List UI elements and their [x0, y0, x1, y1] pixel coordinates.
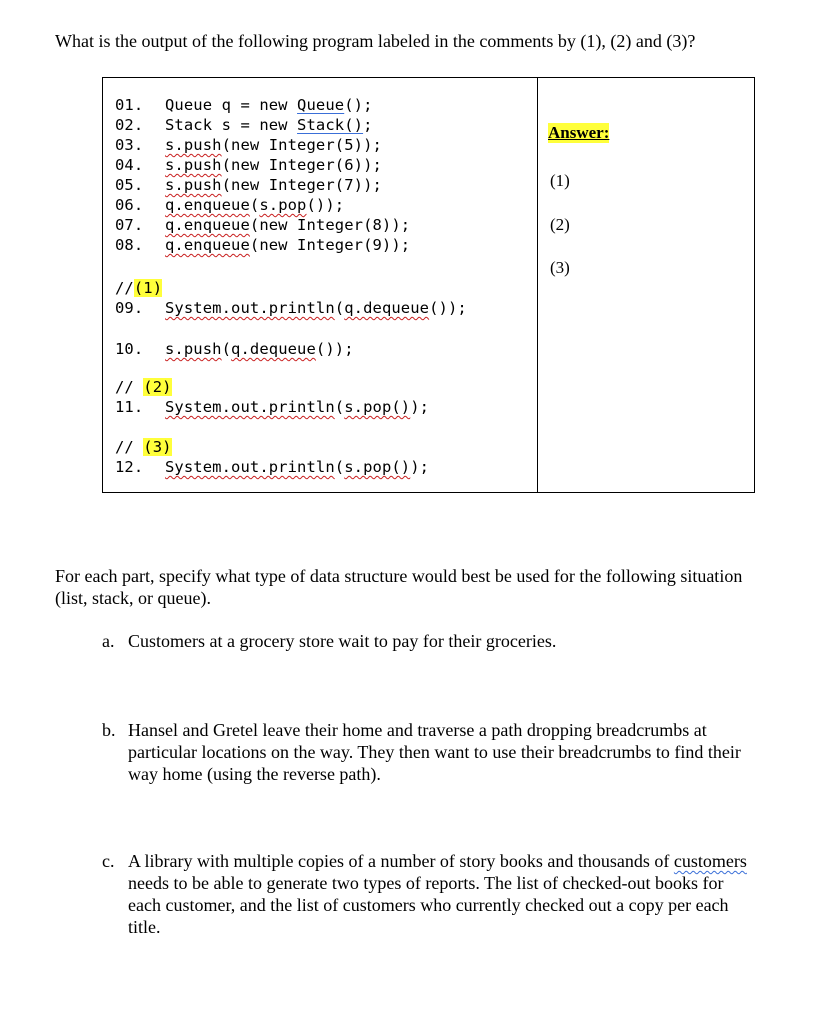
line-number: 07.	[115, 216, 144, 234]
item-text-part: customers	[673, 851, 747, 871]
code-text: (new Integer(7));	[221, 176, 382, 194]
code-text: (	[249, 196, 260, 214]
line-number: 04.	[115, 156, 144, 174]
code-text: Queue	[297, 96, 345, 114]
comment-label: (2)	[143, 378, 172, 396]
item-letter: c.	[102, 851, 115, 871]
code-text: ;	[363, 116, 373, 134]
comment-2	[115, 378, 172, 396]
line-number: 10.	[115, 340, 144, 358]
code-line-02	[115, 116, 373, 134]
code-text: ());	[315, 340, 354, 358]
comment-label: (3)	[143, 438, 172, 456]
item-text: Customers at a grocery store wait to pay for their groceries.	[128, 631, 557, 651]
code-text: (new Integer(5));	[221, 136, 382, 154]
comment-slashes: //	[115, 279, 134, 297]
code-text: Queue q = new	[165, 96, 298, 114]
code-text: );	[410, 398, 430, 416]
table-divider	[537, 78, 538, 492]
line-number: 05.	[115, 176, 144, 194]
code-text: ());	[429, 299, 467, 317]
item-text	[128, 850, 753, 938]
comment-label: (1)	[133, 279, 163, 297]
line-number: 11.	[115, 398, 144, 416]
answer-item-2: (2)	[550, 215, 570, 234]
code-text: (	[221, 340, 232, 358]
code-text: q.dequeue	[231, 340, 316, 358]
code-line-07	[115, 216, 410, 234]
question-text: What is the output of the following program labeled in the comments by (1), (2) and (3)?	[55, 31, 696, 51]
answer-item-1: (1)	[550, 171, 570, 190]
code-text: (new Integer(6));	[221, 156, 382, 174]
code-text: (new Integer(9));	[249, 236, 411, 254]
answer-heading: Answer:	[548, 123, 610, 142]
code-text: s.pop()	[344, 398, 411, 416]
code-line-03	[115, 136, 382, 154]
code-text: ();	[344, 96, 373, 114]
code-text: s.push	[165, 136, 222, 154]
code-line-04	[115, 156, 382, 174]
code-text: (	[334, 458, 345, 476]
code-line-09	[115, 299, 467, 317]
item-text: Hansel and Gretel leave their home and traverse a path dropping breadcrumbs at particular locations on the way. They then want to use their breadcrumbs to find their way home (using the reverse path).	[128, 720, 741, 784]
line-number: 08.	[115, 236, 144, 254]
item-text-part: A library with multiple copies of a number of story books and thousands of	[128, 851, 670, 871]
code-line-11	[115, 398, 429, 416]
item-letter: b.	[102, 720, 116, 740]
item-text-part: needs to be able to generate two types of reports. The list of checked-out books for each customer, and the list of customers who currently checked out a copy per each title.	[128, 873, 729, 937]
comment-3	[115, 438, 172, 456]
answer-item-3: (3)	[550, 258, 570, 277]
intro-paragraph: For each part, specify what type of data structure would best be used for the following situation (list, stack, or queue).	[55, 566, 743, 608]
code-text: System.out.println	[165, 398, 335, 416]
code-line-12	[115, 458, 429, 476]
item-letter: a.	[102, 631, 115, 651]
code-text: );	[410, 458, 430, 476]
line-number: 01.	[115, 96, 144, 114]
code-text: System.out.println	[165, 299, 335, 317]
code-text: Stack()	[297, 116, 364, 134]
code-text: System.out.println	[165, 458, 335, 476]
code-text: s.push	[165, 156, 222, 174]
code-text: ());	[306, 196, 345, 214]
line-number: 02.	[115, 116, 144, 134]
code-text: (	[334, 299, 345, 317]
code-line-06	[115, 196, 344, 214]
code-text: s.pop()	[344, 458, 411, 476]
code-text: Stack s = new	[165, 116, 298, 134]
code-line-08	[115, 236, 410, 254]
code-text: s.push	[165, 176, 222, 194]
comment-slashes: //	[115, 438, 144, 456]
code-text: (	[334, 398, 345, 416]
code-line-01	[115, 96, 373, 114]
code-line-05	[115, 176, 382, 194]
line-number: 03.	[115, 136, 144, 154]
line-number: 06.	[115, 196, 144, 214]
comment-slashes: //	[115, 378, 144, 396]
line-number: 12.	[115, 458, 144, 476]
code-text: q.dequeue	[344, 299, 430, 317]
code-text: (new Integer(8));	[249, 216, 411, 234]
code-text: s.pop	[259, 196, 307, 214]
code-text: q.enqueue	[165, 236, 250, 254]
code-line-10	[115, 340, 354, 358]
code-text: s.push	[165, 340, 222, 358]
code-text: q.enqueue	[165, 216, 250, 234]
comment-1	[115, 279, 162, 297]
code-answer-table	[102, 77, 755, 493]
line-number: 09.	[115, 299, 144, 317]
code-text: q.enqueue	[165, 196, 250, 214]
